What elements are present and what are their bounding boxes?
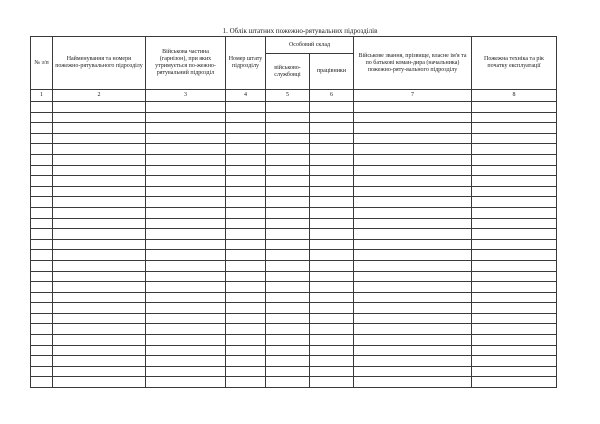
- table-row: [31, 366, 557, 377]
- table-cell[interactable]: [146, 356, 226, 367]
- table-cell[interactable]: [472, 377, 557, 388]
- table-cell[interactable]: [146, 271, 226, 282]
- table-cell[interactable]: [53, 282, 146, 293]
- table-row: [31, 133, 557, 144]
- table-cell[interactable]: [266, 250, 310, 261]
- table-cell[interactable]: [146, 154, 226, 165]
- table-cell[interactable]: [53, 292, 146, 303]
- table-cell[interactable]: [266, 356, 310, 367]
- table-cell[interactable]: [53, 144, 146, 155]
- table-cell[interactable]: [31, 356, 53, 367]
- table-cell[interactable]: [310, 197, 354, 208]
- table-cell[interactable]: [310, 303, 354, 314]
- table-row: [31, 324, 557, 335]
- table-cell[interactable]: [31, 165, 53, 176]
- table-cell[interactable]: [31, 229, 53, 240]
- table-cell[interactable]: [31, 271, 53, 282]
- table-cell[interactable]: [31, 250, 53, 261]
- table-cell[interactable]: [31, 324, 53, 335]
- table-cell[interactable]: [472, 239, 557, 250]
- table-row: [31, 154, 557, 165]
- table-cell[interactable]: [146, 282, 226, 293]
- table-cell[interactable]: [226, 218, 266, 229]
- table-cell[interactable]: [472, 282, 557, 293]
- table-cell[interactable]: [354, 250, 472, 261]
- table-row: [31, 303, 557, 314]
- table-cell[interactable]: [266, 207, 310, 218]
- table-cell[interactable]: [266, 218, 310, 229]
- table-cell[interactable]: [310, 250, 354, 261]
- table-row: [31, 282, 557, 293]
- table-cell[interactable]: [53, 229, 146, 240]
- table-cell[interactable]: [266, 303, 310, 314]
- table-cell[interactable]: [146, 292, 226, 303]
- table-cell[interactable]: [226, 366, 266, 377]
- table-row: [31, 123, 557, 134]
- table-row: [31, 250, 557, 261]
- table-cell[interactable]: [31, 218, 53, 229]
- table-cell[interactable]: [266, 324, 310, 335]
- table-cell[interactable]: [266, 144, 310, 155]
- table-row: [31, 335, 557, 346]
- table-cell[interactable]: [146, 197, 226, 208]
- table-cell[interactable]: [53, 345, 146, 356]
- table-cell[interactable]: [472, 324, 557, 335]
- table-cell[interactable]: [146, 313, 226, 324]
- table-cell[interactable]: [146, 186, 226, 197]
- table-row: [31, 176, 557, 187]
- table-cell[interactable]: [472, 133, 557, 144]
- table-cell[interactable]: [53, 356, 146, 367]
- table-cell[interactable]: [472, 144, 557, 155]
- table-cell[interactable]: [266, 345, 310, 356]
- table-cell[interactable]: [31, 144, 53, 155]
- table-cell[interactable]: [146, 303, 226, 314]
- table-cell[interactable]: [310, 282, 354, 293]
- table-cell[interactable]: [354, 165, 472, 176]
- table-cell[interactable]: [354, 366, 472, 377]
- table-cell[interactable]: [226, 239, 266, 250]
- table-cell[interactable]: [354, 356, 472, 367]
- table-cell[interactable]: [226, 112, 266, 123]
- table-cell[interactable]: [226, 250, 266, 261]
- table-cell[interactable]: [226, 335, 266, 346]
- table-cell[interactable]: [31, 239, 53, 250]
- table-cell[interactable]: [310, 345, 354, 356]
- table-cell[interactable]: [354, 377, 472, 388]
- table-cell[interactable]: [31, 282, 53, 293]
- table-cell[interactable]: [354, 144, 472, 155]
- table-cell[interactable]: [146, 133, 226, 144]
- table-cell[interactable]: [226, 123, 266, 134]
- table-cell[interactable]: [310, 335, 354, 346]
- table-cell[interactable]: [146, 144, 226, 155]
- table-cell[interactable]: [53, 186, 146, 197]
- table-cell[interactable]: [472, 112, 557, 123]
- header-staff-number: Номер штату підрозділу: [226, 37, 266, 90]
- table-cell[interactable]: [226, 165, 266, 176]
- table-cell[interactable]: [472, 356, 557, 367]
- table-cell[interactable]: [146, 260, 226, 271]
- table-cell[interactable]: [472, 366, 557, 377]
- table-row: [31, 207, 557, 218]
- table-row: [31, 165, 557, 176]
- table-cell[interactable]: [354, 207, 472, 218]
- table-cell[interactable]: [146, 345, 226, 356]
- table-cell[interactable]: [53, 250, 146, 261]
- table-cell[interactable]: [226, 207, 266, 218]
- table-cell[interactable]: [266, 133, 310, 144]
- table-cell[interactable]: [146, 112, 226, 123]
- table-cell[interactable]: [354, 197, 472, 208]
- table-cell[interactable]: [472, 165, 557, 176]
- table-cell[interactable]: [266, 102, 310, 113]
- table-cell[interactable]: [310, 207, 354, 218]
- table-cell[interactable]: [310, 176, 354, 187]
- column-number: 1: [31, 90, 53, 102]
- table-cell[interactable]: [472, 123, 557, 134]
- table-row: [31, 112, 557, 123]
- header-commander: Військове звання, прізвище, власне ім'я та по батькові коман-дира (начальника) пожежно-ряту-вального підрозділу: [354, 37, 472, 90]
- table-cell[interactable]: [354, 303, 472, 314]
- table-cell[interactable]: [146, 377, 226, 388]
- table-cell[interactable]: [226, 102, 266, 113]
- table-cell[interactable]: [146, 239, 226, 250]
- table-cell[interactable]: [354, 218, 472, 229]
- table-cell[interactable]: [310, 186, 354, 197]
- table-cell[interactable]: [53, 154, 146, 165]
- table-cell[interactable]: [266, 313, 310, 324]
- table-row: [31, 197, 557, 208]
- table-cell[interactable]: [310, 356, 354, 367]
- table-cell[interactable]: [472, 197, 557, 208]
- table-cell[interactable]: [226, 271, 266, 282]
- table-cell[interactable]: [472, 335, 557, 346]
- table-cell[interactable]: [266, 165, 310, 176]
- table-cell[interactable]: [266, 229, 310, 240]
- table-cell[interactable]: [266, 197, 310, 208]
- table-cell[interactable]: [31, 366, 53, 377]
- table-cell[interactable]: [472, 176, 557, 187]
- table-cell[interactable]: [226, 282, 266, 293]
- table-cell[interactable]: [53, 239, 146, 250]
- table-cell[interactable]: [310, 324, 354, 335]
- table-cell[interactable]: [31, 154, 53, 165]
- table-row: [31, 271, 557, 282]
- table-cell[interactable]: [266, 271, 310, 282]
- table-cell[interactable]: [31, 377, 53, 388]
- table-cell[interactable]: [354, 102, 472, 113]
- table-cell[interactable]: [472, 218, 557, 229]
- table-cell[interactable]: [472, 102, 557, 113]
- table-row: [31, 186, 557, 197]
- table-row: [31, 377, 557, 388]
- table-cell[interactable]: [226, 292, 266, 303]
- table-cell[interactable]: [31, 207, 53, 218]
- table-cell[interactable]: [354, 292, 472, 303]
- column-number: 2: [53, 90, 146, 102]
- table-cell[interactable]: [472, 271, 557, 282]
- table-cell[interactable]: [53, 335, 146, 346]
- table-cell[interactable]: [354, 324, 472, 335]
- table-cell[interactable]: [31, 292, 53, 303]
- table-cell[interactable]: [53, 207, 146, 218]
- table-cell[interactable]: [31, 313, 53, 324]
- table-cell[interactable]: [31, 345, 53, 356]
- table-cell[interactable]: [53, 197, 146, 208]
- table-cell[interactable]: [354, 271, 472, 282]
- table-cell[interactable]: [53, 123, 146, 134]
- table-cell[interactable]: [354, 186, 472, 197]
- table-cell[interactable]: [472, 154, 557, 165]
- table-cell[interactable]: [31, 335, 53, 346]
- table-cell[interactable]: [146, 366, 226, 377]
- table-cell[interactable]: [472, 260, 557, 271]
- table-cell[interactable]: [53, 112, 146, 123]
- table-cell[interactable]: [354, 260, 472, 271]
- table-cell[interactable]: [146, 218, 226, 229]
- table-cell[interactable]: [226, 229, 266, 240]
- table-cell[interactable]: [31, 303, 53, 314]
- table-cell[interactable]: [226, 144, 266, 155]
- table-cell[interactable]: [310, 154, 354, 165]
- table-cell[interactable]: [31, 133, 53, 144]
- table-row: [31, 229, 557, 240]
- header-servicemen: військово-службовці: [266, 54, 310, 90]
- table-cell[interactable]: [226, 176, 266, 187]
- table-cell[interactable]: [266, 260, 310, 271]
- table-cell[interactable]: [226, 260, 266, 271]
- table-cell[interactable]: [310, 218, 354, 229]
- table-row: [31, 218, 557, 229]
- table-cell[interactable]: [53, 324, 146, 335]
- column-number: 7: [354, 90, 472, 102]
- table-cell[interactable]: [53, 260, 146, 271]
- table-cell[interactable]: [226, 313, 266, 324]
- table-cell[interactable]: [310, 229, 354, 240]
- table-cell[interactable]: [354, 123, 472, 134]
- table-cell[interactable]: [53, 377, 146, 388]
- table-cell[interactable]: [146, 250, 226, 261]
- table-cell[interactable]: [354, 239, 472, 250]
- table-row: [31, 345, 557, 356]
- column-number: 4: [226, 90, 266, 102]
- table-cell[interactable]: [472, 207, 557, 218]
- table-cell[interactable]: [310, 112, 354, 123]
- table-cell[interactable]: [310, 165, 354, 176]
- table-cell[interactable]: [310, 102, 354, 113]
- table-row: [31, 313, 557, 324]
- column-number: 5: [266, 90, 310, 102]
- table-cell[interactable]: [266, 292, 310, 303]
- table-cell[interactable]: [354, 313, 472, 324]
- table-cell[interactable]: [266, 154, 310, 165]
- table-cell[interactable]: [310, 123, 354, 134]
- table-cell[interactable]: [31, 176, 53, 187]
- table-cell[interactable]: [226, 356, 266, 367]
- table-cell[interactable]: [53, 165, 146, 176]
- table-cell[interactable]: [53, 303, 146, 314]
- column-number-row: [31, 90, 557, 102]
- table-cell[interactable]: [310, 366, 354, 377]
- table-cell[interactable]: [310, 292, 354, 303]
- table-cell[interactable]: [53, 218, 146, 229]
- table-cell[interactable]: [146, 176, 226, 187]
- table-cell[interactable]: [53, 271, 146, 282]
- table-cell[interactable]: [266, 239, 310, 250]
- table-row: [31, 260, 557, 271]
- table-cell[interactable]: [53, 176, 146, 187]
- table-cell[interactable]: [354, 229, 472, 240]
- table-cell[interactable]: [472, 292, 557, 303]
- table-cell[interactable]: [226, 324, 266, 335]
- table-cell[interactable]: [310, 313, 354, 324]
- table-cell[interactable]: [146, 165, 226, 176]
- table-cell[interactable]: [226, 154, 266, 165]
- table-cell[interactable]: [354, 112, 472, 123]
- table-cell[interactable]: [472, 313, 557, 324]
- table-cell[interactable]: [31, 197, 53, 208]
- header-military-unit: Військова частина (гарнізон), при яких утримується по-жежно-рятувальний підрозділ: [146, 37, 226, 90]
- table-cell[interactable]: [226, 133, 266, 144]
- table-cell[interactable]: [31, 112, 53, 123]
- header-fire-equipment: Пожежна техніка та рік початку експлуатації: [472, 37, 557, 90]
- column-number: 8: [472, 90, 557, 102]
- table-cell[interactable]: [354, 154, 472, 165]
- table-row: [31, 144, 557, 155]
- table-cell[interactable]: [31, 260, 53, 271]
- table-cell[interactable]: [53, 313, 146, 324]
- table-cell[interactable]: [31, 102, 53, 113]
- table-cell[interactable]: [266, 186, 310, 197]
- table-cell[interactable]: [146, 229, 226, 240]
- table-cell[interactable]: [354, 335, 472, 346]
- table-row: [31, 239, 557, 250]
- table-cell[interactable]: [146, 335, 226, 346]
- table-cell[interactable]: [226, 186, 266, 197]
- subdivision-register-table: [30, 36, 557, 388]
- table-cell[interactable]: [53, 133, 146, 144]
- table-cell[interactable]: [354, 133, 472, 144]
- table-cell[interactable]: [226, 345, 266, 356]
- table-cell[interactable]: [310, 271, 354, 282]
- table-cell[interactable]: [354, 345, 472, 356]
- table-cell[interactable]: [226, 303, 266, 314]
- table-cell[interactable]: [266, 335, 310, 346]
- table-cell[interactable]: [310, 144, 354, 155]
- table-cell[interactable]: [472, 186, 557, 197]
- table-cell[interactable]: [31, 123, 53, 134]
- table-cell[interactable]: [53, 366, 146, 377]
- table-cell[interactable]: [472, 345, 557, 356]
- header-personnel-group: Особовий склад: [266, 37, 354, 54]
- header-subdivision-name: Найменування та номери пожежно-рятувального підрозділу: [53, 37, 146, 90]
- table-cell[interactable]: [266, 282, 310, 293]
- table-cell[interactable]: [472, 250, 557, 261]
- table-cell[interactable]: [146, 324, 226, 335]
- table-cell[interactable]: [310, 377, 354, 388]
- table-cell[interactable]: [266, 377, 310, 388]
- table-cell[interactable]: [146, 123, 226, 134]
- table-cell[interactable]: [472, 229, 557, 240]
- page-title: 1. Облік штатних пожежно-рятувальних підрозділів: [222, 27, 378, 35]
- table-cell[interactable]: [354, 282, 472, 293]
- header-number: № з/п: [31, 37, 53, 90]
- table-cell[interactable]: [226, 377, 266, 388]
- table-cell[interactable]: [226, 197, 266, 208]
- table-cell[interactable]: [31, 186, 53, 197]
- table-cell[interactable]: [472, 303, 557, 314]
- table-cell[interactable]: [266, 123, 310, 134]
- table-row: [31, 356, 557, 367]
- table-row: [31, 102, 557, 113]
- table-cell[interactable]: [310, 260, 354, 271]
- table-cell[interactable]: [266, 112, 310, 123]
- column-number: 3: [146, 90, 226, 102]
- table-cell[interactable]: [310, 239, 354, 250]
- table-cell[interactable]: [53, 102, 146, 113]
- table-cell[interactable]: [310, 133, 354, 144]
- table-cell[interactable]: [354, 176, 472, 187]
- table-cell[interactable]: [266, 176, 310, 187]
- table-cell[interactable]: [146, 102, 226, 113]
- column-number: 6: [310, 90, 354, 102]
- table-cell[interactable]: [146, 207, 226, 218]
- table-row: [31, 292, 557, 303]
- header-employees: працівники: [310, 54, 354, 90]
- table-cell[interactable]: [266, 366, 310, 377]
